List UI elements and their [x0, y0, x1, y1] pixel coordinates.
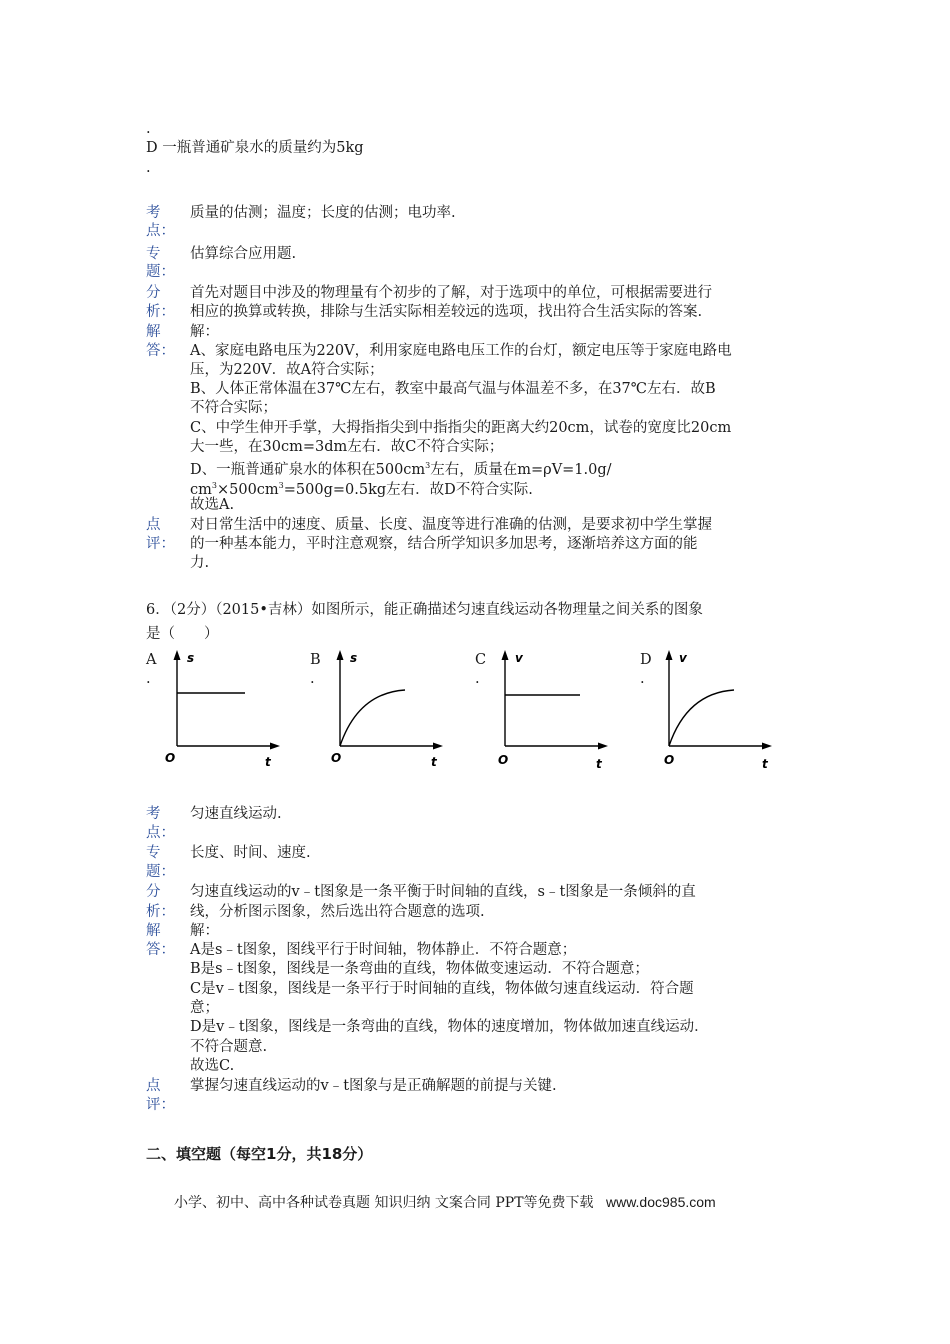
fenxi-label-2: 析：	[146, 304, 175, 320]
fenxi-label-2: 析：	[146, 904, 175, 920]
origin-label: O	[664, 753, 675, 767]
graph-d	[652, 648, 777, 773]
jieda-line-d2: $cm^3\times 500cm^3=500g=0.5kg$左右．故D不符合实际.	[190, 481, 533, 498]
zhuanti-label-2: 题：	[146, 264, 175, 280]
kaodian-label-2: 点：	[146, 825, 175, 841]
jieda-line: 不符合实际；	[190, 400, 277, 416]
graph-b	[323, 648, 448, 773]
option-a-dot: .	[146, 671, 151, 687]
jieda-line: 压，为220V．故A符合实际；	[190, 362, 384, 378]
jieda-line: D是v﹣t图象，图线是一条弯曲的直线，物体的速度增加，物体做加速直线运动．	[190, 1019, 709, 1035]
option-c-letter: C	[475, 652, 487, 668]
jieda-line: B、人体正常体温在37℃左右，教室中最高气温与体温差不多，在37℃左右．故B	[190, 381, 716, 397]
option-d-letter: D	[640, 652, 652, 668]
footer	[174, 1192, 716, 1212]
jieda-line: 不符合题意.	[190, 1039, 268, 1055]
footer-text: 小学、初中、高中各种试卷真题 知识归纳 文案合同 PPT等免费下载	[174, 1195, 594, 1211]
option-a-letter: A	[146, 652, 157, 668]
kaodian-text: 质量的估测；温度；长度的估测；电功率.	[190, 205, 456, 221]
section-heading: 二、填空题（每空1分，共18分）	[146, 1145, 373, 1163]
x-axis-arrow-icon	[270, 743, 280, 750]
option-c-dot: .	[475, 671, 480, 687]
option-b-dot: .	[310, 671, 315, 687]
dot-line: .	[146, 160, 151, 176]
dianping-line: 的一种基本能力，平时注意观察，结合所学知识多加思考，逐渐培养这方面的能	[190, 536, 698, 552]
zhuanti-text: 估算综合应用题.	[190, 246, 297, 262]
y-axis-arrow-icon	[666, 650, 673, 660]
jieda-line: C、中学生伸开手掌，大拇指指尖到中指指尖的距离大约20cm，试卷的宽度比20cm	[190, 420, 732, 436]
fenxi-label-1: 分	[146, 285, 161, 301]
jieda-line: C是v﹣t图象，图线是一条平行于时间轴的直线，物体做匀速直线运动．符合题	[190, 981, 694, 997]
dot-line: .	[146, 121, 151, 137]
y-axis-label: s	[187, 651, 195, 665]
x-axis-label: t	[265, 755, 271, 769]
kaodian-label-1: 考	[146, 205, 161, 221]
q6-stem: 6．（2分）（2015•吉林）如图所示，能正确描述匀速直线运动各物理量之间关系的图象	[146, 602, 703, 618]
origin-label: O	[165, 751, 176, 765]
kaodian-label-1: 考	[146, 806, 161, 822]
kaodian-text: 匀速直线运动.	[190, 806, 282, 822]
y-axis-arrow-icon	[337, 650, 344, 660]
option-d-dot: .	[640, 671, 645, 687]
y-axis-label: v	[679, 651, 687, 665]
origin-label: O	[498, 753, 509, 767]
origin-label: O	[331, 751, 342, 765]
jieda-label-1: 解	[146, 923, 161, 939]
y-axis-label: v	[515, 651, 523, 665]
jieda-line: 故选A.	[190, 497, 235, 513]
x-axis-label: t	[762, 757, 768, 771]
jieda-label-1: 解	[146, 324, 161, 340]
footer-url[interactable]: www.doc985.com	[605, 1194, 716, 1210]
kaodian-label-2: 点：	[146, 223, 175, 239]
dianping-line: 对日常生活中的速度、质量、长度、温度等进行准确的估测，是要求初中学生掌握	[190, 517, 712, 533]
q6-stem: 是（ ）	[146, 626, 219, 642]
x-axis-arrow-icon	[598, 743, 608, 750]
x-axis-arrow-icon	[762, 743, 772, 750]
y-axis-arrow-icon	[502, 650, 509, 660]
jieda-line: 故选C.	[190, 1058, 235, 1074]
dianping-label-2: 评：	[146, 536, 175, 552]
dianping-label-2: 评：	[146, 1097, 175, 1113]
jieda-line: 意；	[190, 1000, 219, 1016]
jieda-line: A是s﹣t图象，图线平行于时间轴，物体静止．不符合题意；	[190, 942, 577, 958]
jieda-line: A、家庭电路电压为220V，利用家庭电路电压工作的台灯，额定电压等于家庭电路电	[190, 343, 732, 359]
fenxi-line: 匀速直线运动的v﹣t图象是一条平衡于时间轴的直线，s﹣t图象是一条倾斜的直	[190, 884, 696, 900]
fenxi-line: 首先对题目中涉及的物理量有个初步的了解，对于选项中的单位，可根据需要进行	[190, 285, 712, 301]
jieda-line: B是s﹣t图象，图线是一条弯曲的直线，物体做变速运动．不符合题意；	[190, 961, 649, 977]
zhuanti-label-1: 专	[146, 845, 161, 861]
graph-curve	[340, 690, 405, 746]
fenxi-line: 线，分析图示图象，然后选出符合题意的选项.	[190, 904, 485, 920]
jieda-line: 大一些，在30cm=3dm左右．故C不符合实际；	[190, 439, 504, 455]
x-axis-label: t	[431, 755, 437, 769]
x-axis-arrow-icon	[433, 743, 443, 750]
dianping-label-1: 点	[146, 1078, 161, 1094]
dianping-line: 力.	[190, 555, 210, 571]
jieda-line: 解：	[190, 923, 219, 939]
x-axis-label: t	[596, 757, 602, 771]
zhuanti-label-2: 题：	[146, 864, 175, 880]
option-d-text: D 一瓶普通矿泉水的质量约为5kg	[146, 140, 364, 156]
y-axis-label: s	[350, 651, 358, 665]
jieda-line-d1: D、一瓶普通矿泉水的体积在$500cm^3$左右，质量在m=ρV=1.0g/	[190, 461, 612, 478]
graph-curve	[669, 690, 734, 746]
jieda-label-2: 答：	[146, 942, 175, 958]
graph-c	[488, 648, 613, 773]
zhuanti-text: 长度、时间、速度.	[190, 845, 311, 861]
dianping-label-1: 点	[146, 517, 161, 533]
jieda-label-2: 答：	[146, 343, 175, 359]
fenxi-label-1: 分	[146, 884, 161, 900]
fenxi-line: 相应的换算或转换，排除与生活实际相差较远的选项，找出符合生活实际的答案.	[190, 304, 703, 320]
jieda-line: 解：	[190, 324, 219, 340]
dianping-text: 掌握匀速直线运动的v﹣t图象与是正确解题的前提与关键.	[190, 1078, 557, 1094]
zhuanti-label-1: 专	[146, 246, 161, 262]
graph-a	[160, 648, 285, 773]
option-b-letter: B	[310, 652, 321, 668]
y-axis-arrow-icon	[174, 650, 181, 660]
